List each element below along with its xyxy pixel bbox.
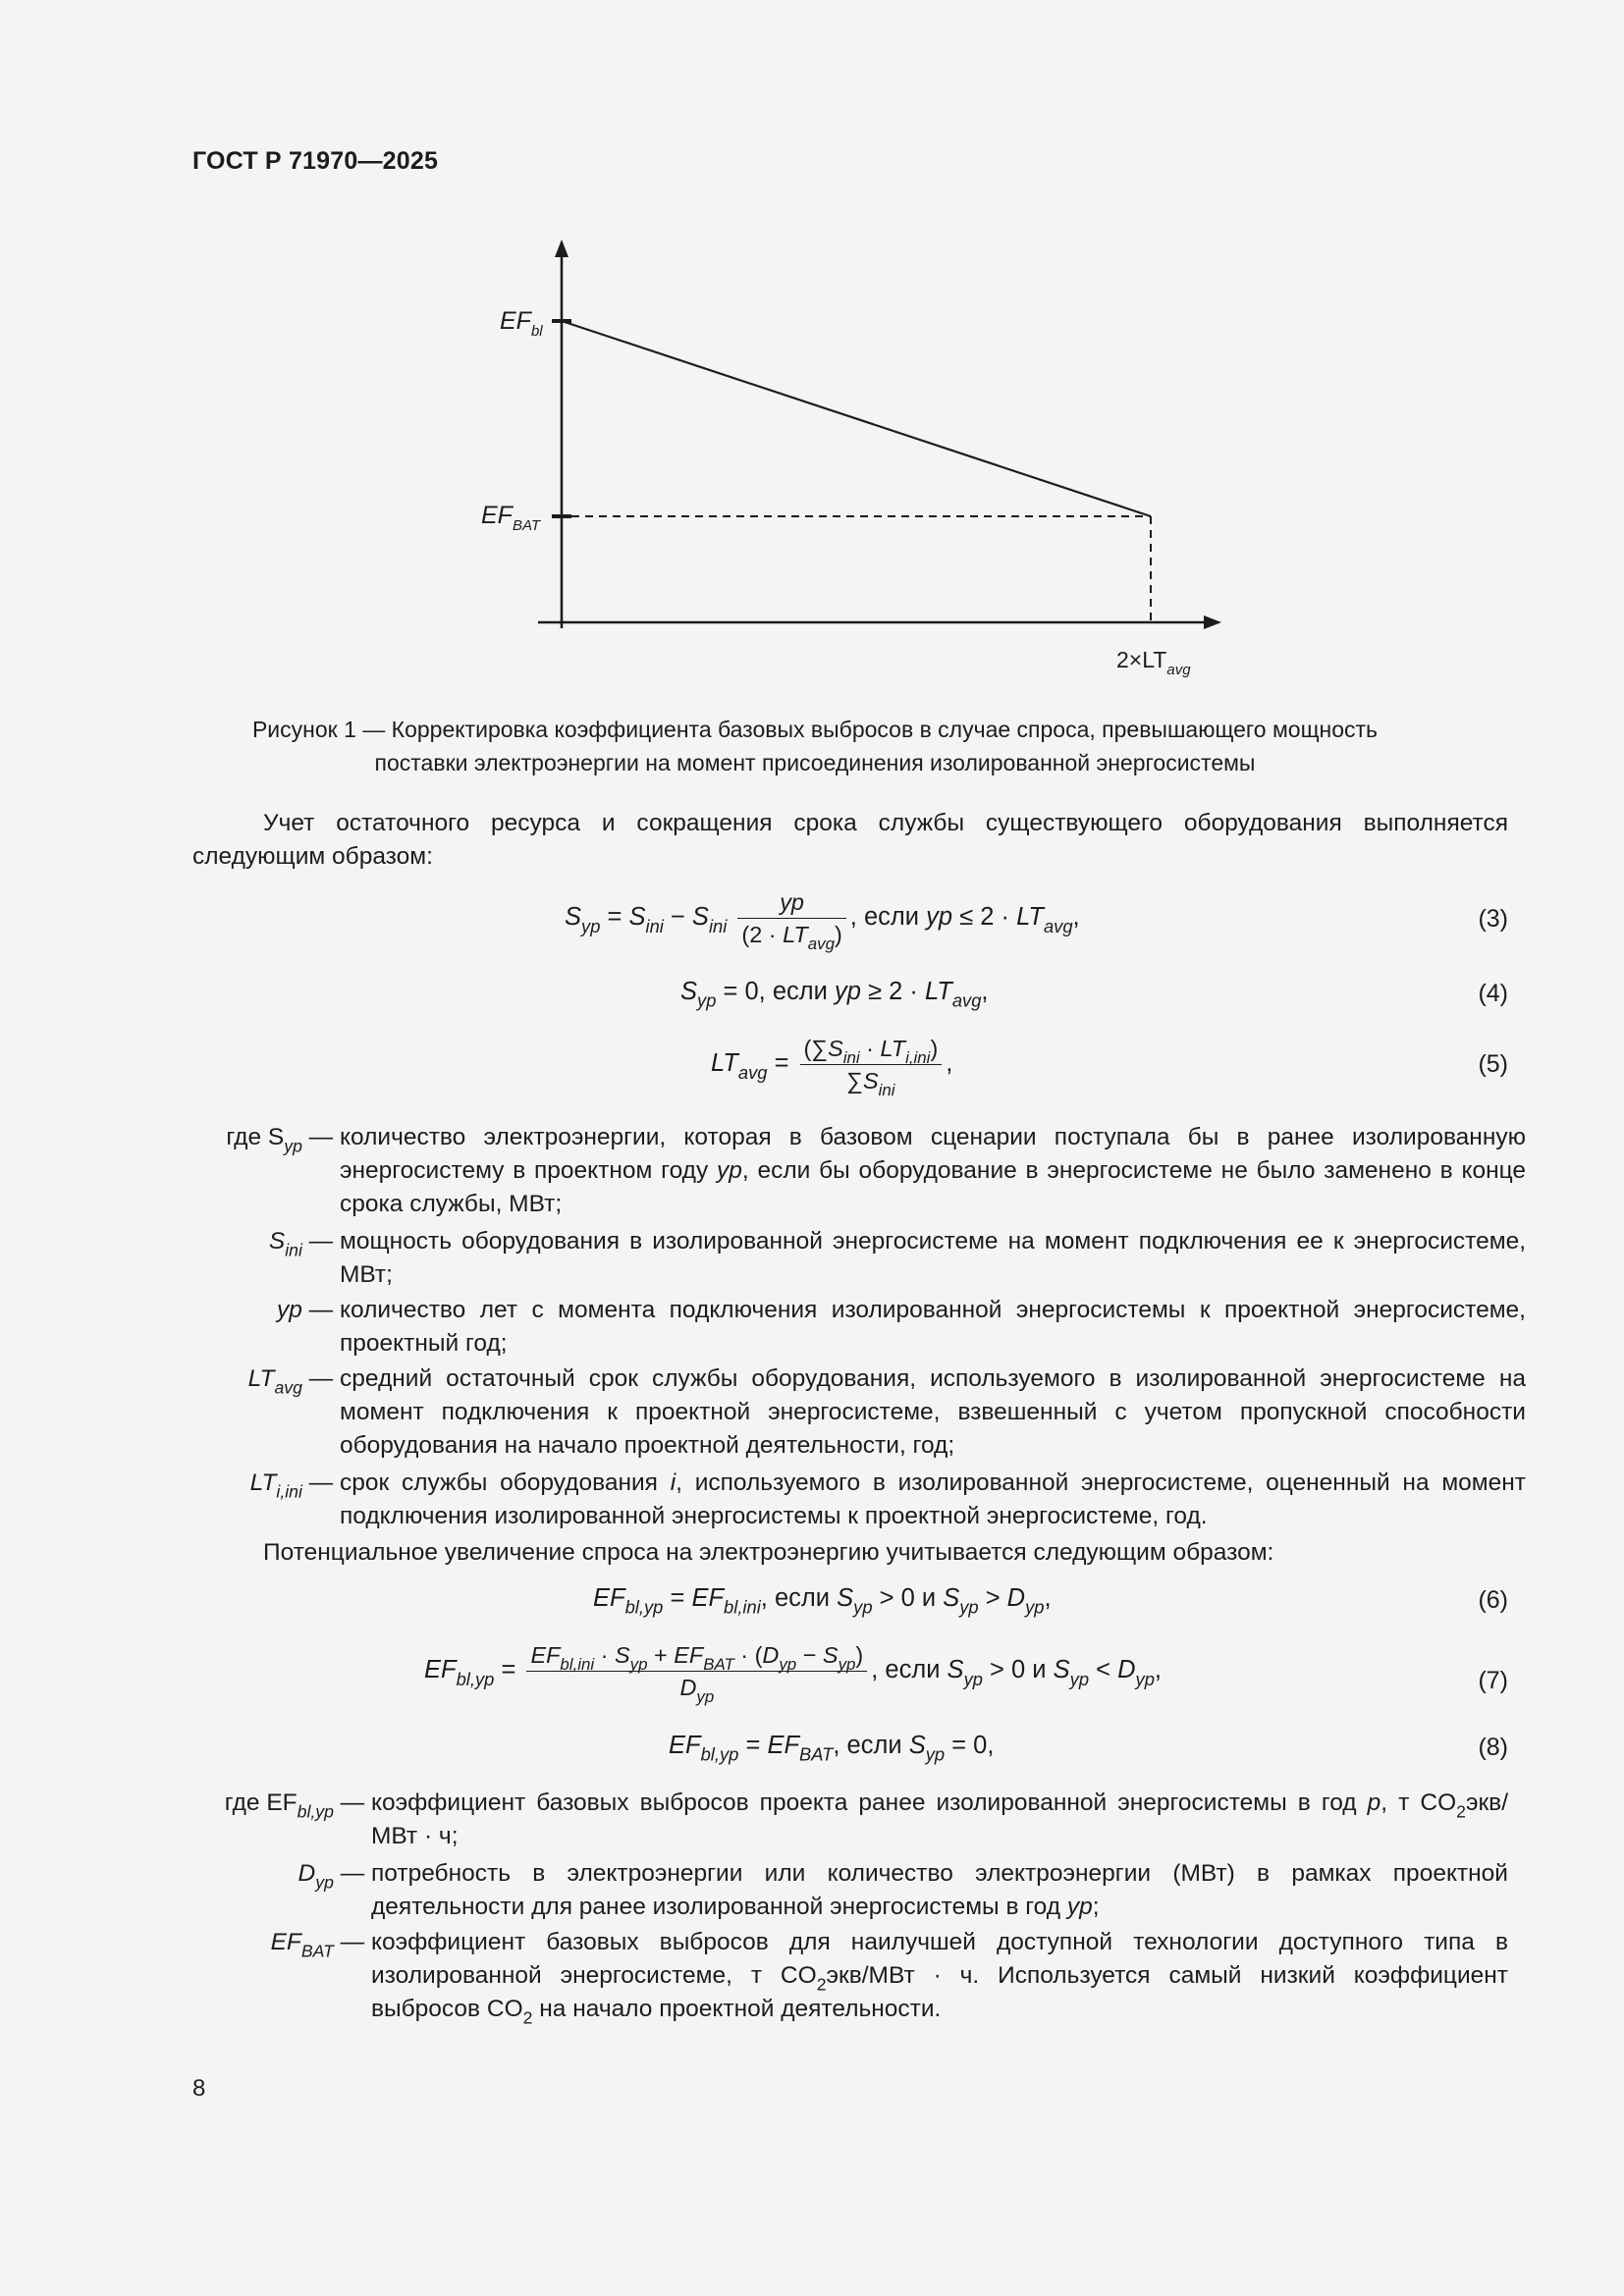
equation-3: $S_{yp} = S_{ini} - S_{ini}$ $\frac{yp}{(2 \cdot LT_{avg})}$ , если yp ≤ $2 \cdot LT_{avg}$, xyxy=(565,889,1080,954)
y-axis-arrow xyxy=(555,240,568,257)
def-text-d-yp: потребность в электроэнергии или количество электроэнергии (МВт) в рамках проектной деятельности для ранее изолированной энергосистемы в год yp; xyxy=(371,1860,1508,1920)
figure-caption xyxy=(226,713,1404,779)
def-row-d-yp: $D_{yp}$ — потребность в электроэнергии или количество электроэнергии (МВт) в рамках проектной деятельности для ранее изолированной энергосистемы в год yp; xyxy=(192,1857,1508,1924)
def-row-ef-bat: $EF_{BAT}$ — коэффициент базовых выбросов для наилучшей доступной технологии доступного типа в изолированной энергосистеме, т $CO_2экв$/МВт · ч. Используется самый низкий коэффициент выбросов $CO_2$ на начало проектной деятельности. xyxy=(192,1926,1508,2026)
def-row-lt-i-ini: $LT_{i,ini}$ — срок службы оборудования i, используемого в изолированной энергосистеме, оцененный на момент подключения изолированной энергосистемы к проектной энергосистеме, год. xyxy=(192,1467,1526,1533)
label-ef-bl: EF xyxy=(500,307,531,335)
page-number: 8 xyxy=(192,2075,206,2102)
label-x: 2×LT xyxy=(1116,647,1167,672)
def-row-s-yp: где $S_{yp}$ — количество электроэнергии, которая в базовом сценарии поступала бы в ранее изолированную энергосистему в проектном году yp, если бы оборудование в энергосистеме не было заменено в конце срока службы, МВт; xyxy=(192,1121,1526,1221)
def-row-yp: yp — количество лет с момента подключения изолированной энергосистемы к проектной энергосистеме, проектный год; xyxy=(192,1294,1526,1361)
eq3-if-word: если xyxy=(863,903,920,932)
svg-text:EFbl xyxy=(500,307,543,340)
def-text-ef-bat: коэффициент базовых выбросов для наилучшей доступной технологии доступного типа в изолированной энергосистеме, т $CO_2экв$/МВт · ч. Используется самый низкий коэффициент выбросов $CO_2$ на начало проектной деятельности. xyxy=(371,1929,1509,2028)
caption-line-1: Рисунок 1 — Корректировка коэффициента базовых выбросов в случае спроса, превышающего мощность xyxy=(251,717,1379,742)
label-ef-bl-sub: bl xyxy=(530,323,543,340)
def-row-s-ini: $S_{ini}$ — мощность оборудования в изолированной энергосистеме на момент подключения ее к энергосистеме, МВт; xyxy=(192,1225,1526,1292)
label-x-sub: avg xyxy=(1166,662,1191,678)
eq4-if-word: если xyxy=(772,978,828,1005)
document-header: ГОСТ Р 71970—2025 xyxy=(192,147,439,175)
equation-6-number: (6) xyxy=(1478,1586,1508,1614)
def-text-s-ini: мощность оборудования в изолированной энергосистеме на момент подключения ее к энергосистеме, МВт; xyxy=(340,1228,1526,1288)
x-axis-arrow xyxy=(1204,615,1221,629)
equation-3-number: (3) xyxy=(1478,905,1508,933)
def-text-yp: количество лет с момента подключения изолированной энергосистемы к проектной энергосистеме, проектный год; xyxy=(340,1297,1526,1357)
def-text-lt-i-ini: срок службы оборудования i, используемого в изолированной энергосистеме, оцененный на момент подключения изолированной энергосистемы к проектной энергосистеме, год. xyxy=(340,1469,1527,1529)
def-text-ef-bl-yp: коэффициент базовых выбросов проекта ранее изолированной энергосистемы в год p, т $CO_2экв$/МВт · ч; xyxy=(371,1789,1508,1849)
def-row-ef-bl-yp: где $EF_{bl,yp}$ — коэффициент базовых выбросов проекта ранее изолированной энергосистемы в год p, т $CO_2экв$/МВт · ч; xyxy=(192,1787,1508,1853)
equation-5-number: (5) xyxy=(1478,1050,1508,1078)
decline-line xyxy=(562,321,1151,516)
def-row-lt-avg: $LT_{avg}$ — средний остаточный срок службы оборудования, используемого в изолированной энергосистеме на момент подключения к проектной энергосистеме, взвешенный с учетом пропускной способности оборудования на начало проектной деятельности, год; xyxy=(192,1362,1526,1463)
equation-8: $EF_{bl,yp} = EF_{BAT}$, если $S_{yp} = 0$, xyxy=(669,1732,995,1765)
equation-7: $EF_{bl,yp}$ = $\frac{EF_{bl,ini} \cdot S_{yp} + EF_{BAT} \cdot (D_{yp} - S_{yp})}{D_{yp}}$ , если $S_{yp} > 0$ и $S_{yp} < D_{yp}$, xyxy=(424,1642,1162,1707)
equation-8-number: (8) xyxy=(1478,1734,1508,1761)
paragraph-residual-lifetime: Учет остаточного ресурса и сокращения срока службы существующего оборудования выполняется следующим образом: xyxy=(192,810,1508,870)
equation-5: $LT_{avg}$ = $\frac{(\sum S_{ini} \cdot LT_{i,ini})}{\sum S_{ini}}$ , xyxy=(711,1036,953,1100)
def-term-s-yp: где $S_{yp}$ xyxy=(226,1124,302,1156)
paragraph-demand-increase: Потенциальное увеличение спроса на электроэнергию учитывается следующим образом: xyxy=(263,1539,1274,1566)
svg-text:EFBAT xyxy=(481,502,542,534)
svg-text:2×LTavg xyxy=(1116,647,1191,678)
label-ef-bat-sub: BAT xyxy=(512,517,541,534)
def-text-lt-avg: средний остаточный срок службы оборудования, используемого в изолированной энергосистеме на момент подключения к проектной энергосистеме, взвешенный с учетом пропускной способности оборудования на начало проектной деятельности, год; xyxy=(340,1365,1526,1459)
equation-4: $S_{yp} = 0$, если yp ≥ $2 \cdot LT_{avg}$, xyxy=(680,978,989,1011)
figure-1-chart xyxy=(0,0,1624,707)
def-text-s-yp: количество электроэнергии, которая в базовом сценарии поступала бы в ранее изолированную энергосистему в проектном году yp, если бы оборудование в энергосистеме не было заменено в конце срока службы, МВт; xyxy=(340,1124,1526,1217)
equation-7-number: (7) xyxy=(1478,1667,1508,1694)
caption-line-2: поставки электроэнергии на момент присоединения изолированной энергосистемы xyxy=(374,750,1256,775)
label-ef-bat: EF xyxy=(481,502,513,529)
equation-4-number: (4) xyxy=(1478,980,1508,1007)
equation-6: $EF_{bl,yp} = EF_{bl,ini}$, если $S_{yp} > 0$ и $S_{yp} > D_{yp}$, xyxy=(593,1584,1052,1618)
